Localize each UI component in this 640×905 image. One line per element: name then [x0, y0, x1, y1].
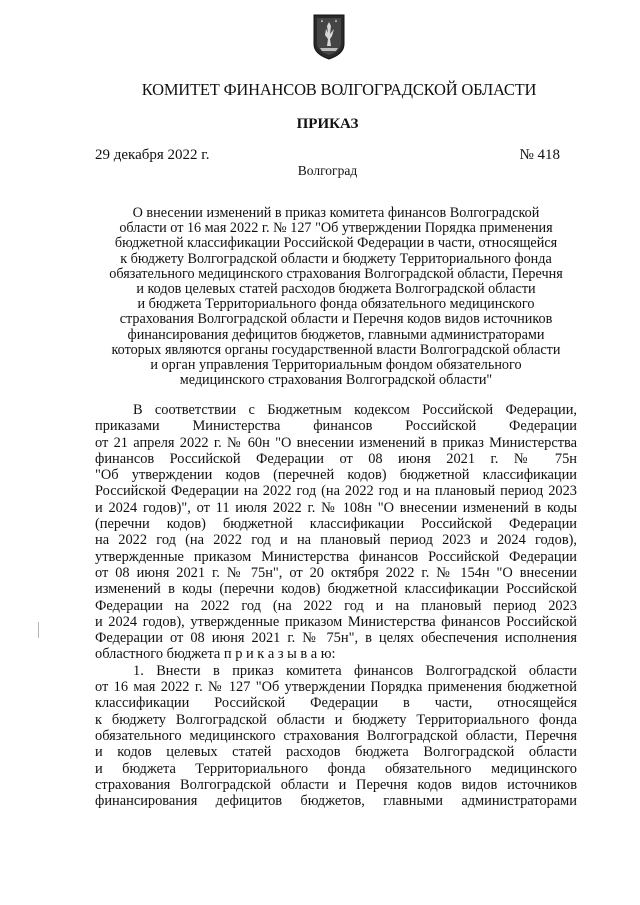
subject-line: и орган управления Территориальным фондом обязательного	[150, 357, 522, 374]
document-type-heading: ПРИКАЗ	[296, 116, 359, 132]
body-line: от 21 апреля 2022 г. № 60н "О внесении изменений в приказ Министерства	[95, 434, 577, 451]
body-line: на 2022 год (на 2022 год и на плановый период 2023 и 2024 годов),	[95, 532, 577, 549]
body-line: (перечни кодов) бюджетной классификации Российской Федерации	[95, 516, 577, 533]
order-body-text	[95, 402, 577, 809]
body-line-decree: областного бюджета п р и к а з ы в а ю:	[95, 646, 336, 663]
body-line: В соответствии с Бюджетным кодексом Российской Федерации,	[133, 402, 577, 418]
body-line: страхования Волгоградской области и Перечня кодов видов источников	[95, 776, 577, 793]
order-number: № 418	[519, 147, 560, 163]
body-line: приказами Министерства финансов Российской Федерации	[95, 418, 577, 435]
body-line: классификации Российской Федерации в части, относящейся	[95, 695, 577, 712]
order-city: Волгоград	[297, 163, 358, 178]
committee-name: КОМИТЕТ ФИНАНСОВ ВОЛГОГРАДСКОЙ ОБЛАСТИ	[141, 80, 537, 99]
subject-line: и бюджета Территориального фонда обязательного медицинского	[137, 296, 535, 313]
body-line: и кодов целевых статей расходов бюджета Волгоградской области	[95, 744, 577, 761]
coat-of-arms-emblem	[312, 14, 346, 60]
body-line: Российской Федерации на 2022 год (на 2022 год и на плановый период 2023	[95, 483, 577, 500]
body-line: и 2024 годов)", от 11 июля 2022 г. № 108н "О внесении изменений в коды	[95, 499, 577, 516]
body-line-item-1: 1. Внести в приказ комитета финансов Волгоградской области	[133, 662, 577, 679]
subject-line: области от 16 мая 2022 г. № 127 "Об утверждении Порядка применения	[119, 220, 553, 237]
subject-line: бюджетной классификации Российской Федерации в части, относящейся	[114, 235, 558, 252]
body-line: Федерации на 2022 год (на 2022 год и на плановый период 2023	[95, 597, 577, 614]
body-line: и бюджета Территориального фонда обязательного медицинского	[95, 760, 577, 777]
body-line: изменений в коды (перечни кодов) бюджетной классификации Российской	[95, 581, 577, 598]
subject-line: финансирования дефицитов бюджетов, главными администраторами	[127, 326, 545, 343]
body-line: обязательного медицинского страхования Волгоградской области, Перечня	[95, 727, 577, 744]
subject-line: которых являются органы государственной власти Волгоградской области	[111, 341, 561, 358]
subject-line: О внесении изменений в приказ комитета финансов Волгоградской	[132, 205, 540, 221]
subject-line: страхования Волгоградской области и Перечня кодов видов источников	[119, 311, 553, 328]
body-line: и 2024 годов), утвержденные приказом Министерства финансов Российской	[95, 613, 577, 630]
body-line: Федерации от 08 июня 2021 г. № 75н", в целях обеспечения исполнения	[95, 630, 577, 647]
body-line: от 08 июня 2021 г. № 75н", от 20 октября 2022 г. № 154н "О внесении	[95, 564, 577, 581]
coat-of-arms-icon	[312, 14, 346, 60]
order-subject-title	[98, 206, 574, 388]
subject-line: к бюджету Волгоградской области и бюджету Территориального фонда	[120, 250, 552, 267]
scan-margin-mark	[38, 622, 40, 638]
order-date: 29 декабря 2022 г.	[95, 147, 210, 163]
body-line: от 16 мая 2022 г. № 127 "Об утверждении Порядка применения бюджетной	[95, 679, 577, 696]
body-line: финансов Российской Федерации от 08 июня 2021 г. № 75н	[95, 450, 577, 467]
body-line: утвержденные приказом Министерства финансов Российской Федерации	[95, 548, 577, 565]
body-line: "Об утверждении кодов (перечней кодов) бюджетной классификации	[95, 467, 577, 484]
body-line: к бюджету Волгоградской области и бюджету Территориального фонда	[95, 711, 577, 728]
subject-line: обязательного медицинского страхования Волгоградской области, Перечня	[109, 265, 563, 282]
subject-line: и кодов целевых статей расходов бюджета Волгоградской области	[136, 281, 536, 298]
subject-line: медицинского страхования Волгоградской области"	[179, 372, 493, 389]
body-line: финансирования дефицитов бюджетов, главными администраторами	[95, 793, 577, 810]
